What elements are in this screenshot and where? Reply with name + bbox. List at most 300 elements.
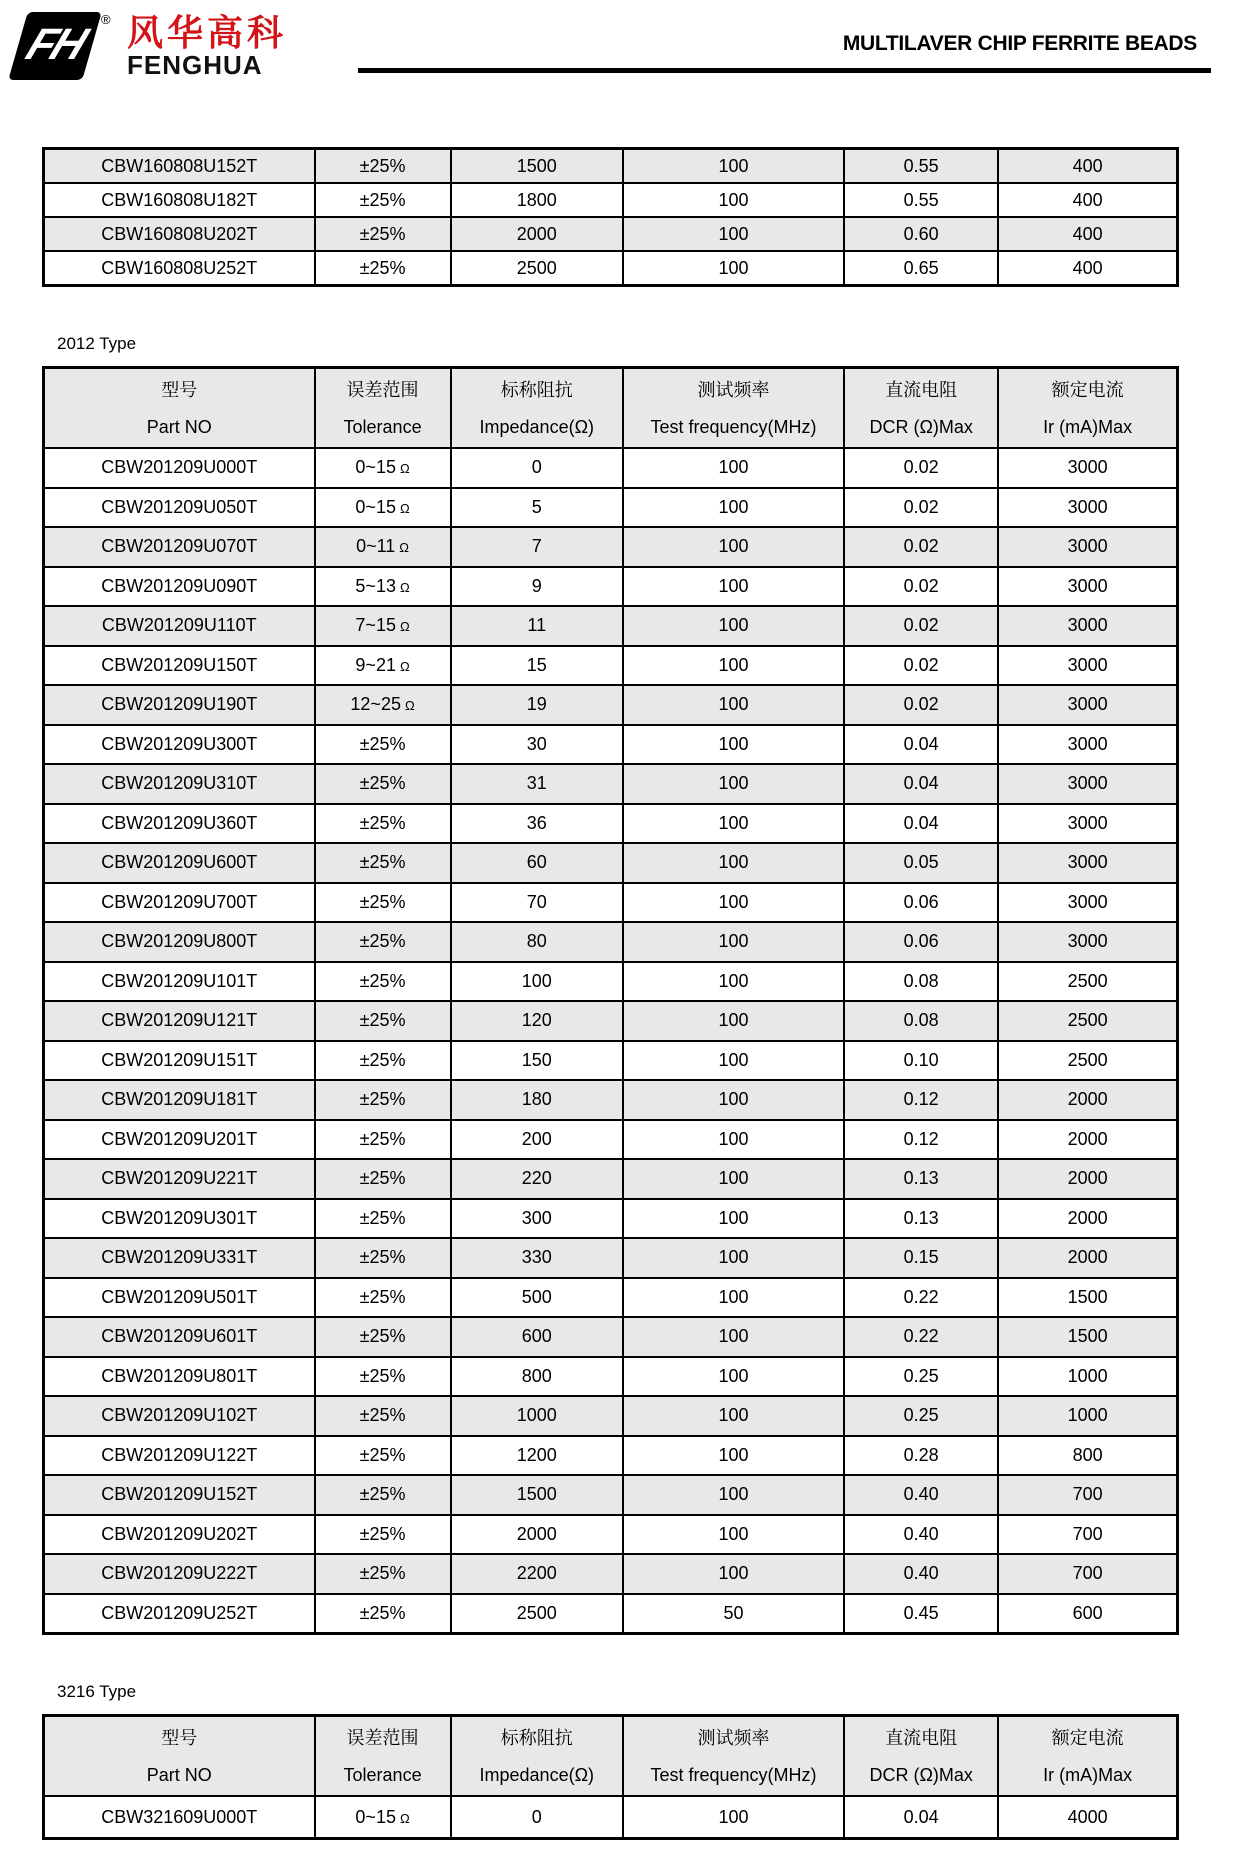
- table-3216-type: [42, 1714, 1179, 1840]
- tolerance-cell: ±25%: [315, 962, 451, 1002]
- impedance-cell: 30: [451, 725, 623, 765]
- column-header: [998, 1716, 1177, 1797]
- frequency-cell: 100: [623, 1159, 844, 1199]
- tolerance-cell: 0~15 Ω: [315, 488, 451, 528]
- part-no-cell: CBW201209U151T: [44, 1041, 315, 1081]
- current-cell: 400: [998, 217, 1177, 251]
- impedance-cell: 300: [451, 1199, 623, 1239]
- part-no-cell: CBW201209U360T: [44, 804, 315, 844]
- table-row: [44, 1238, 1178, 1278]
- dcr-cell: 0.28: [844, 1436, 998, 1476]
- column-header-chinese: 直流电阻: [885, 1727, 958, 1748]
- current-cell: 700: [998, 1475, 1177, 1515]
- impedance-cell: 9: [451, 567, 623, 607]
- brand-name-chinese: 风华高科: [127, 12, 288, 53]
- impedance-cell: 1000: [451, 1396, 623, 1436]
- column-header-chinese: 直流电阻: [885, 379, 958, 400]
- table-row: [44, 251, 1178, 286]
- column-header: [44, 368, 315, 449]
- impedance-cell: 2000: [451, 1515, 623, 1555]
- tolerance-cell: ±25%: [315, 1001, 451, 1041]
- tolerance-cell: ±25%: [315, 922, 451, 962]
- table-row: [44, 764, 1178, 804]
- tolerance-cell: ±25%: [315, 217, 451, 251]
- dcr-cell: 0.06: [844, 922, 998, 962]
- column-header: [844, 368, 998, 449]
- table-row: [44, 183, 1178, 217]
- tolerance-cell: ±25%: [315, 1041, 451, 1081]
- part-no-cell: CBW201209U090T: [44, 567, 315, 607]
- current-cell: 400: [998, 183, 1177, 217]
- impedance-cell: 600: [451, 1317, 623, 1357]
- part-no-cell: CBW201209U252T: [44, 1594, 315, 1634]
- tolerance-cell: ±25%: [315, 1594, 451, 1634]
- column-header-english: Impedance(Ω): [479, 416, 595, 437]
- table-row: [44, 1001, 1178, 1041]
- table-row: [44, 606, 1178, 646]
- column-header-chinese: 标称阻抗: [500, 379, 573, 400]
- table-160808-continued: [42, 147, 1179, 287]
- column-header-chinese: 测试频率: [697, 1727, 770, 1748]
- impedance-cell: 19: [451, 685, 623, 725]
- tolerance-cell: ±25%: [315, 843, 451, 883]
- dcr-cell: 0.02: [844, 606, 998, 646]
- tolerance-cell: 0~15 Ω: [315, 448, 451, 488]
- registered-trademark-icon: ®: [101, 12, 111, 27]
- part-no-cell: CBW201209U331T: [44, 1238, 315, 1278]
- part-no-cell: CBW160808U202T: [44, 217, 315, 251]
- frequency-cell: 100: [623, 1080, 844, 1120]
- column-header: [998, 368, 1177, 449]
- tolerance-cell: 9~21 Ω: [315, 646, 451, 686]
- column-header: [623, 368, 844, 449]
- column-header: [451, 1716, 623, 1797]
- column-header-chinese: 额定电流: [1051, 1727, 1124, 1748]
- column-header-english: Impedance(Ω): [479, 1764, 595, 1785]
- table-row: [44, 1080, 1178, 1120]
- dcr-cell: 0.12: [844, 1120, 998, 1160]
- impedance-cell: 31: [451, 764, 623, 804]
- part-no-cell: CBW201209U700T: [44, 883, 315, 923]
- tolerance-cell: ±25%: [315, 804, 451, 844]
- ohm-unit: Ω: [399, 461, 410, 477]
- table-row: [44, 149, 1178, 184]
- dcr-cell: 0.25: [844, 1396, 998, 1436]
- dcr-cell: 0.13: [844, 1159, 998, 1199]
- part-no-cell: CBW201209U190T: [44, 685, 315, 725]
- current-cell: 4000: [998, 1796, 1177, 1839]
- dcr-cell: 0.02: [844, 448, 998, 488]
- dcr-cell: 0.10: [844, 1041, 998, 1081]
- dcr-cell: 0.02: [844, 685, 998, 725]
- frequency-cell: 100: [623, 1199, 844, 1239]
- current-cell: 2000: [998, 1159, 1177, 1199]
- table-row: [44, 1120, 1178, 1160]
- impedance-cell: 330: [451, 1238, 623, 1278]
- table-row: [44, 527, 1178, 567]
- dcr-cell: 0.12: [844, 1080, 998, 1120]
- frequency-cell: 100: [623, 685, 844, 725]
- current-cell: 3000: [998, 527, 1177, 567]
- dcr-cell: 0.22: [844, 1278, 998, 1318]
- frequency-cell: 50: [623, 1594, 844, 1634]
- tolerance-cell: ±25%: [315, 1278, 451, 1318]
- impedance-cell: 1200: [451, 1436, 623, 1476]
- current-cell: 1500: [998, 1278, 1177, 1318]
- column-header-english: Tolerance: [343, 1764, 422, 1785]
- dcr-cell: 0.04: [844, 725, 998, 765]
- current-cell: 2500: [998, 1001, 1177, 1041]
- column-header-chinese: 额定电流: [1051, 379, 1124, 400]
- column-header-chinese: 测试频率: [697, 379, 770, 400]
- dcr-cell: 0.02: [844, 527, 998, 567]
- logo-mark-letters: FH: [19, 20, 92, 69]
- current-cell: 3000: [998, 646, 1177, 686]
- part-no-cell: CBW201209U122T: [44, 1436, 315, 1476]
- table-row: [44, 567, 1178, 607]
- dcr-cell: 0.02: [844, 567, 998, 607]
- tolerance-cell: ±25%: [315, 251, 451, 286]
- table-row: [44, 725, 1178, 765]
- frequency-cell: 100: [623, 1278, 844, 1318]
- frequency-cell: 100: [623, 646, 844, 686]
- header-divider: [358, 68, 1211, 73]
- current-cell: 3000: [998, 606, 1177, 646]
- frequency-cell: 100: [623, 448, 844, 488]
- impedance-cell: 120: [451, 1001, 623, 1041]
- part-no-cell: CBW201209U310T: [44, 764, 315, 804]
- frequency-cell: 100: [623, 1396, 844, 1436]
- current-cell: 3000: [998, 804, 1177, 844]
- dcr-cell: 0.04: [844, 1796, 998, 1839]
- dcr-cell: 0.02: [844, 646, 998, 686]
- tolerance-cell: ±25%: [315, 183, 451, 217]
- tolerance-cell: ±25%: [315, 764, 451, 804]
- impedance-cell: 150: [451, 1041, 623, 1081]
- table-row: [44, 1357, 1178, 1397]
- tolerance-cell: 0~15 Ω: [315, 1796, 451, 1839]
- ohm-unit: Ω: [399, 1810, 410, 1826]
- impedance-cell: 200: [451, 1120, 623, 1160]
- part-no-cell: CBW201209U601T: [44, 1317, 315, 1357]
- part-no-cell: CBW201209U800T: [44, 922, 315, 962]
- table-caption-3216: 3216 Type: [57, 1682, 137, 1701]
- frequency-cell: 100: [623, 1796, 844, 1839]
- current-cell: 3000: [998, 883, 1177, 923]
- table-row: [44, 448, 1178, 488]
- table-row: [44, 1515, 1178, 1555]
- tolerance-cell: ±25%: [315, 149, 451, 184]
- part-no-cell: CBW201209U050T: [44, 488, 315, 528]
- column-header-chinese: 误差范围: [346, 1727, 419, 1748]
- impedance-cell: 15: [451, 646, 623, 686]
- frequency-cell: 100: [623, 764, 844, 804]
- column-header-english: Part NO: [146, 1764, 212, 1785]
- current-cell: 2000: [998, 1199, 1177, 1239]
- dcr-cell: 0.65: [844, 251, 998, 286]
- part-no-cell: CBW201209U600T: [44, 843, 315, 883]
- frequency-cell: 100: [623, 1357, 844, 1397]
- ohm-unit: Ω: [399, 579, 410, 595]
- part-no-cell: CBW201209U201T: [44, 1120, 315, 1160]
- current-cell: 3000: [998, 567, 1177, 607]
- frequency-cell: 100: [623, 1317, 844, 1357]
- impedance-cell: 100: [451, 962, 623, 1002]
- part-no-cell: CBW160808U252T: [44, 251, 315, 286]
- impedance-cell: 1500: [451, 149, 623, 184]
- tolerance-cell: ±25%: [315, 1120, 451, 1160]
- impedance-cell: 2200: [451, 1554, 623, 1594]
- frequency-cell: 100: [623, 1001, 844, 1041]
- frequency-cell: 100: [623, 725, 844, 765]
- table-row: [44, 1594, 1178, 1634]
- impedance-cell: 0: [451, 448, 623, 488]
- dcr-cell: 0.45: [844, 1594, 998, 1634]
- tolerance-cell: 7~15 Ω: [315, 606, 451, 646]
- part-no-cell: CBW201209U150T: [44, 646, 315, 686]
- table-row: [44, 1396, 1178, 1436]
- column-header: [315, 368, 451, 449]
- table-row: [44, 217, 1178, 251]
- tolerance-cell: ±25%: [315, 1554, 451, 1594]
- table-row: [44, 1041, 1178, 1081]
- part-no-cell: CBW201209U110T: [44, 606, 315, 646]
- table-row: [44, 646, 1178, 686]
- column-header-english: Test frequency(MHz): [650, 416, 817, 437]
- part-no-cell: CBW201209U221T: [44, 1159, 315, 1199]
- frequency-cell: 100: [623, 149, 844, 184]
- column-header: [451, 368, 623, 449]
- ohm-unit: Ω: [399, 500, 410, 516]
- dcr-cell: 0.40: [844, 1554, 998, 1594]
- table-row: [44, 1159, 1178, 1199]
- column-header-chinese: 误差范围: [346, 379, 419, 400]
- ohm-unit: Ω: [404, 698, 415, 714]
- dcr-cell: 0.22: [844, 1317, 998, 1357]
- current-cell: 2500: [998, 1041, 1177, 1081]
- tolerance-cell: ±25%: [315, 883, 451, 923]
- current-cell: 700: [998, 1515, 1177, 1555]
- column-header-chinese: 型号: [161, 379, 198, 400]
- table-header-row: [44, 1716, 1178, 1797]
- part-no-cell: CBW201209U222T: [44, 1554, 315, 1594]
- column-header: [44, 1716, 315, 1797]
- impedance-cell: 0: [451, 1796, 623, 1839]
- frequency-cell: 100: [623, 217, 844, 251]
- frequency-cell: 100: [623, 527, 844, 567]
- impedance-cell: 80: [451, 922, 623, 962]
- table-row: [44, 1554, 1178, 1594]
- tolerance-cell: ±25%: [315, 1080, 451, 1120]
- table-row: [44, 488, 1178, 528]
- frequency-cell: 100: [623, 606, 844, 646]
- frequency-cell: 100: [623, 1554, 844, 1594]
- frequency-cell: 100: [623, 1436, 844, 1476]
- current-cell: 3000: [998, 843, 1177, 883]
- table-row: [44, 843, 1178, 883]
- part-no-cell: CBW160808U152T: [44, 149, 315, 184]
- frequency-cell: 100: [623, 1041, 844, 1081]
- dcr-cell: 0.05: [844, 843, 998, 883]
- tolerance-cell: ±25%: [315, 1436, 451, 1476]
- column-header-english: DCR (Ω)Max: [869, 1764, 973, 1785]
- current-cell: 2500: [998, 962, 1177, 1002]
- impedance-cell: 1800: [451, 183, 623, 217]
- impedance-cell: 2500: [451, 251, 623, 286]
- table-row: [44, 1796, 1178, 1839]
- tolerance-cell: ±25%: [315, 1396, 451, 1436]
- fenghua-logo-icon: [8, 12, 101, 80]
- column-header-english: DCR (Ω)Max: [869, 416, 973, 437]
- dcr-cell: 0.40: [844, 1475, 998, 1515]
- table-row: [44, 1475, 1178, 1515]
- dcr-cell: 0.08: [844, 962, 998, 1002]
- part-no-cell: CBW201209U300T: [44, 725, 315, 765]
- frequency-cell: 100: [623, 1515, 844, 1555]
- part-no-cell: CBW201209U202T: [44, 1515, 315, 1555]
- impedance-cell: 7: [451, 527, 623, 567]
- part-no-cell: CBW201209U181T: [44, 1080, 315, 1120]
- current-cell: 400: [998, 149, 1177, 184]
- frequency-cell: 100: [623, 251, 844, 286]
- current-cell: 800: [998, 1436, 1177, 1476]
- impedance-cell: 11: [451, 606, 623, 646]
- part-no-cell: CBW201209U000T: [44, 448, 315, 488]
- tolerance-cell: ±25%: [315, 1199, 451, 1239]
- column-header-english: Ir (mA)Max: [1043, 1764, 1133, 1785]
- tolerance-cell: ±25%: [315, 1238, 451, 1278]
- dcr-cell: 0.55: [844, 149, 998, 184]
- tolerance-cell: 5~13 Ω: [315, 567, 451, 607]
- column-header-english: Ir (mA)Max: [1043, 416, 1133, 437]
- tolerance-cell: ±25%: [315, 1515, 451, 1555]
- brand-name-english: FENGHUA: [127, 50, 263, 80]
- current-cell: 400: [998, 251, 1177, 286]
- dcr-cell: 0.04: [844, 804, 998, 844]
- tolerance-cell: ±25%: [315, 1159, 451, 1199]
- dcr-cell: 0.40: [844, 1515, 998, 1555]
- table-row: [44, 883, 1178, 923]
- frequency-cell: 100: [623, 1120, 844, 1160]
- current-cell: 3000: [998, 448, 1177, 488]
- part-no-cell: CBW201209U070T: [44, 527, 315, 567]
- part-no-cell: CBW160808U182T: [44, 183, 315, 217]
- part-no-cell: CBW201209U101T: [44, 962, 315, 1002]
- frequency-cell: 100: [623, 1475, 844, 1515]
- ohm-unit: Ω: [399, 658, 410, 674]
- current-cell: 700: [998, 1554, 1177, 1594]
- part-no-cell: CBW201209U121T: [44, 1001, 315, 1041]
- current-cell: 1000: [998, 1357, 1177, 1397]
- frequency-cell: 100: [623, 567, 844, 607]
- impedance-cell: 5: [451, 488, 623, 528]
- tolerance-cell: ±25%: [315, 1475, 451, 1515]
- impedance-cell: 70: [451, 883, 623, 923]
- ohm-unit: Ω: [399, 619, 410, 635]
- column-header-chinese: 型号: [161, 1727, 198, 1748]
- tolerance-cell: ±25%: [315, 725, 451, 765]
- impedance-cell: 2500: [451, 1594, 623, 1634]
- impedance-cell: 1500: [451, 1475, 623, 1515]
- impedance-cell: 500: [451, 1278, 623, 1318]
- part-no-cell: CBW201209U501T: [44, 1278, 315, 1318]
- part-no-cell: CBW201209U102T: [44, 1396, 315, 1436]
- dcr-cell: 0.13: [844, 1199, 998, 1239]
- table-row: [44, 1199, 1178, 1239]
- impedance-cell: 2000: [451, 217, 623, 251]
- current-cell: 3000: [998, 764, 1177, 804]
- dcr-cell: 0.08: [844, 1001, 998, 1041]
- column-header-english: Test frequency(MHz): [650, 1764, 817, 1785]
- current-cell: 600: [998, 1594, 1177, 1634]
- frequency-cell: 100: [623, 883, 844, 923]
- part-no-cell: CBW201209U301T: [44, 1199, 315, 1239]
- current-cell: 3000: [998, 922, 1177, 962]
- brand-block: [127, 14, 287, 78]
- dcr-cell: 0.02: [844, 488, 998, 528]
- column-header-english: Part NO: [146, 416, 212, 437]
- column-header-english: Tolerance: [343, 416, 422, 437]
- frequency-cell: 100: [623, 183, 844, 217]
- current-cell: 3000: [998, 725, 1177, 765]
- dcr-cell: 0.06: [844, 883, 998, 923]
- current-cell: 1500: [998, 1317, 1177, 1357]
- impedance-cell: 36: [451, 804, 623, 844]
- table-caption-2012: 2012 Type: [57, 334, 137, 353]
- table-row: [44, 962, 1178, 1002]
- document-title: MULTILAVER CHIP FERRITE BEADS: [842, 32, 1197, 55]
- dcr-cell: 0.15: [844, 1238, 998, 1278]
- table-row: [44, 922, 1178, 962]
- tolerance-cell: 0~11 Ω: [315, 527, 451, 567]
- frequency-cell: 100: [623, 922, 844, 962]
- column-header: [315, 1716, 451, 1797]
- current-cell: 3000: [998, 685, 1177, 725]
- frequency-cell: 100: [623, 804, 844, 844]
- frequency-cell: 100: [623, 488, 844, 528]
- current-cell: 2000: [998, 1080, 1177, 1120]
- part-no-cell: CBW321609U000T: [44, 1796, 315, 1839]
- column-header-chinese: 标称阻抗: [500, 1727, 573, 1748]
- page-header: [0, 0, 1233, 92]
- column-header: [844, 1716, 998, 1797]
- impedance-cell: 800: [451, 1357, 623, 1397]
- part-no-cell: CBW201209U152T: [44, 1475, 315, 1515]
- current-cell: 2000: [998, 1120, 1177, 1160]
- table-header-row: [44, 368, 1178, 449]
- impedance-cell: 220: [451, 1159, 623, 1199]
- dcr-cell: 0.04: [844, 764, 998, 804]
- frequency-cell: 100: [623, 1238, 844, 1278]
- tolerance-cell: ±25%: [315, 1357, 451, 1397]
- current-cell: 2000: [998, 1238, 1177, 1278]
- dcr-cell: 0.60: [844, 217, 998, 251]
- current-cell: 3000: [998, 488, 1177, 528]
- tolerance-cell: ±25%: [315, 1317, 451, 1357]
- tolerance-cell: 12~25 Ω: [315, 685, 451, 725]
- table-row: [44, 1436, 1178, 1476]
- impedance-cell: 60: [451, 843, 623, 883]
- table-row: [44, 1317, 1178, 1357]
- table-row: [44, 1278, 1178, 1318]
- frequency-cell: 100: [623, 843, 844, 883]
- part-no-cell: CBW201209U801T: [44, 1357, 315, 1397]
- impedance-cell: 180: [451, 1080, 623, 1120]
- dcr-cell: 0.55: [844, 183, 998, 217]
- table-2012-type: [42, 366, 1179, 1635]
- dcr-cell: 0.25: [844, 1357, 998, 1397]
- table-row: [44, 685, 1178, 725]
